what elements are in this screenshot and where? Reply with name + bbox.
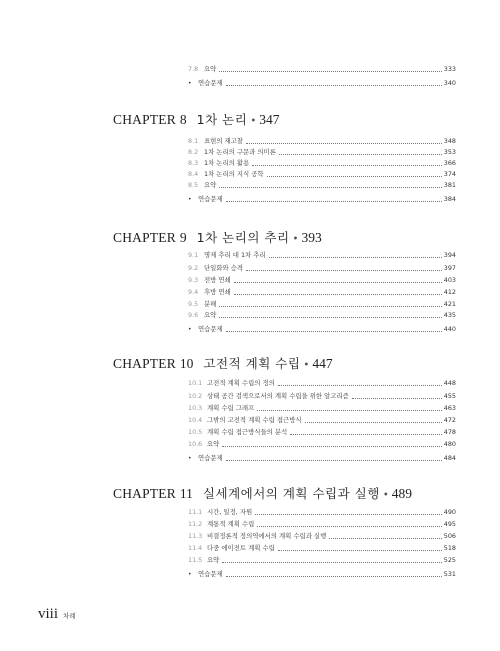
chapter-number: 11	[179, 486, 193, 501]
section-title: 비결정론적 정의역에서의 계획 수립과 실행	[207, 532, 327, 540]
toc-row[interactable]	[188, 299, 456, 310]
section-title: 상태 공간 검색으로서의 계획 수립을 위한 알고리즘	[207, 392, 349, 400]
chapter-dot: •	[382, 490, 389, 501]
dot-leader	[255, 514, 442, 515]
page-number: 463	[443, 404, 456, 412]
page-number: 490	[443, 508, 456, 516]
toc-row[interactable]	[188, 519, 456, 530]
dot-leader	[290, 434, 442, 435]
chapter-heading-11[interactable]	[113, 484, 412, 502]
section-number: 8.5	[188, 181, 199, 189]
chapter-dot: •	[303, 360, 310, 371]
page-number: 412	[443, 288, 456, 296]
dot-leader	[278, 550, 442, 551]
section-title: 분해	[204, 300, 217, 308]
chapter-label: CHAPTER	[113, 356, 176, 371]
section-title: 요약	[204, 181, 217, 189]
toc-row[interactable]	[188, 147, 456, 158]
section-number: 11.3	[188, 532, 203, 540]
section-number: 10.3	[188, 404, 203, 412]
bullet: •	[188, 571, 192, 578]
page-number: 353	[443, 148, 456, 156]
bullet: •	[188, 326, 192, 333]
chapter-page: 393	[301, 230, 322, 245]
page-number: 348	[443, 137, 456, 145]
section-number: 8.1	[188, 137, 199, 145]
chapter-dot: •	[250, 116, 257, 127]
section-number: 10.2	[188, 392, 203, 400]
toc-row-exercises[interactable]	[188, 324, 456, 335]
section-title: 다중 에이전트 계획 수립	[207, 544, 275, 552]
page-number: 472	[443, 416, 456, 424]
section-title: 계획 수립 그래프	[207, 404, 255, 412]
toc-row[interactable]	[188, 64, 456, 75]
section-number: 9.3	[188, 276, 199, 284]
chapter-title: 고전적 계획 수립	[203, 356, 301, 371]
section-title: 표현의 재고찰	[204, 137, 244, 145]
toc-row[interactable]	[188, 427, 456, 438]
chapter-title: 실세계에서의 계획 수립과 실행	[202, 486, 380, 501]
dot-leader	[234, 282, 442, 283]
page-number: 455	[443, 392, 456, 400]
page-number: 435	[443, 311, 456, 319]
section-number: 11.1	[188, 508, 203, 516]
chapter-dot: •	[292, 234, 299, 245]
dot-leader	[226, 576, 442, 577]
toc-row[interactable]	[188, 169, 456, 180]
chapter-label: CHAPTER	[113, 112, 176, 127]
section-title: 연습문제	[198, 325, 223, 333]
toc-row-exercises[interactable]	[188, 194, 456, 205]
page-number: 381	[443, 181, 456, 189]
dot-leader	[279, 154, 442, 155]
dot-leader	[226, 331, 442, 332]
dot-leader	[222, 562, 441, 563]
section-title: 계획 수립 접근방식들의 분석	[207, 428, 288, 436]
folio-label: 차례	[63, 612, 76, 620]
bullet: •	[188, 196, 192, 203]
toc-row[interactable]	[188, 275, 456, 286]
chapter-title: 1차 논리	[196, 112, 248, 127]
bullet: •	[188, 80, 192, 87]
page-number: 480	[443, 440, 456, 448]
section-title: 고전적 계획 수립의 정의	[207, 379, 275, 387]
section-number: 9.1	[188, 251, 199, 259]
chapter-heading-10[interactable]	[113, 354, 333, 372]
section-title: 1차 논리의 활용	[204, 159, 250, 167]
toc-row[interactable]	[188, 555, 456, 566]
toc-row[interactable]	[188, 543, 456, 554]
page-number: 374	[443, 170, 456, 178]
section-title: 요약	[207, 556, 220, 564]
dot-leader	[257, 410, 442, 411]
dot-leader	[246, 270, 442, 271]
dot-leader	[219, 71, 441, 72]
section-number: 11.4	[188, 544, 203, 552]
dot-leader	[269, 257, 442, 258]
section-number: 9.2	[188, 264, 199, 272]
page-number: 394	[443, 251, 456, 259]
page-number: 333	[443, 65, 456, 73]
page-number: 403	[443, 276, 456, 284]
toc-row[interactable]	[188, 439, 456, 450]
dot-leader	[246, 143, 442, 144]
chapter-number: 10	[179, 356, 194, 371]
dot-leader	[226, 201, 442, 202]
section-number: 9.4	[188, 288, 199, 296]
page-number: 478	[443, 428, 456, 436]
dot-leader	[219, 187, 441, 188]
page-footer	[38, 606, 76, 623]
toc-row[interactable]	[188, 180, 456, 191]
section-number: 10.1	[188, 379, 203, 387]
dot-leader	[234, 294, 442, 295]
dot-leader	[222, 446, 441, 447]
toc-row[interactable]	[188, 507, 456, 518]
section-number: 10.6	[188, 440, 203, 448]
chapter-title: 1차 논리의 추리	[196, 230, 290, 245]
page-number: 531	[443, 570, 456, 578]
section-title: 연습문제	[198, 454, 223, 462]
section-number: 10.5	[188, 428, 203, 436]
section-number: 11.5	[188, 556, 203, 564]
section-number: 11.2	[188, 520, 203, 528]
toc-row-exercises[interactable]	[188, 453, 456, 464]
toc-row[interactable]	[188, 378, 456, 389]
section-title: 연습문제	[198, 79, 223, 87]
page-number: 366	[443, 159, 456, 167]
section-number: 8.2	[188, 148, 199, 156]
page-number: 518	[443, 544, 456, 552]
chapter-number: 9	[179, 230, 187, 245]
section-title: 시간, 일정, 자원	[207, 508, 253, 516]
section-title: 요약	[207, 440, 220, 448]
section-number: 10.4	[188, 416, 203, 424]
dot-leader	[352, 398, 442, 399]
chapter-label: CHAPTER	[113, 486, 176, 501]
section-title: 요약	[204, 311, 217, 319]
dot-leader	[219, 317, 441, 318]
section-title: 단일화와 승격	[204, 264, 244, 272]
section-title: 연습문제	[198, 195, 223, 203]
dot-leader	[226, 460, 442, 461]
toc-row[interactable]	[188, 415, 456, 426]
section-title: 1차 논리의 지식 공학	[204, 170, 264, 178]
toc-row[interactable]	[188, 250, 456, 261]
page-number: 495	[443, 520, 456, 528]
page-number: 340	[443, 79, 456, 87]
page-number: 525	[443, 556, 456, 564]
toc-row[interactable]	[188, 531, 456, 542]
toc-row-exercises[interactable]	[188, 78, 456, 89]
section-title: 계통적 계획 수립	[207, 520, 255, 528]
section-title: 연습문제	[198, 570, 223, 578]
dot-leader	[278, 385, 442, 386]
page-number: 484	[443, 454, 456, 462]
toc-row[interactable]	[188, 287, 456, 298]
chapter-heading-8[interactable]	[113, 110, 279, 128]
dot-leader	[267, 176, 442, 177]
chapter-heading-9[interactable]	[113, 228, 322, 246]
toc-row[interactable]	[188, 403, 456, 414]
toc-row-exercises[interactable]	[188, 569, 456, 580]
toc-row[interactable]	[188, 136, 456, 147]
page-number: 397	[443, 264, 456, 272]
dot-leader	[219, 306, 441, 307]
section-number: 8.4	[188, 170, 199, 178]
section-title: 후방 연쇄	[204, 288, 231, 296]
toc-row[interactable]	[188, 391, 456, 402]
section-title: 그밖의 고전적 계획 수립 접근방식	[207, 416, 302, 424]
bullet: •	[188, 455, 192, 462]
section-title: 요약	[204, 65, 217, 73]
dot-leader	[226, 85, 442, 86]
toc-row[interactable]	[188, 310, 456, 321]
page-number: 384	[443, 195, 456, 203]
page-number: 448	[443, 379, 456, 387]
folio-page-number: viii	[38, 606, 59, 622]
page-number: 440	[443, 325, 456, 333]
toc-row[interactable]	[188, 158, 456, 169]
chapter-label: CHAPTER	[113, 230, 176, 245]
chapter-page: 347	[259, 112, 280, 127]
chapter-page: 447	[312, 356, 333, 371]
section-number: 8.3	[188, 159, 199, 167]
chapter-number: 8	[179, 112, 187, 127]
dot-leader	[305, 422, 442, 423]
section-title: 명제 추리 대 1차 추리	[204, 251, 266, 259]
section-number: 9.5	[188, 300, 199, 308]
section-title: 1차 논리의 구문과 의미론	[204, 148, 276, 156]
dot-leader	[329, 538, 442, 539]
section-number: 7.8	[188, 65, 199, 73]
section-number: 9.6	[188, 311, 199, 319]
page-number: 506	[443, 532, 456, 540]
chapter-page: 489	[391, 486, 412, 501]
dot-leader	[252, 165, 442, 166]
toc-row[interactable]	[188, 263, 456, 274]
section-title: 전방 연쇄	[204, 276, 231, 284]
dot-leader	[257, 526, 442, 527]
page-number: 421	[443, 300, 456, 308]
